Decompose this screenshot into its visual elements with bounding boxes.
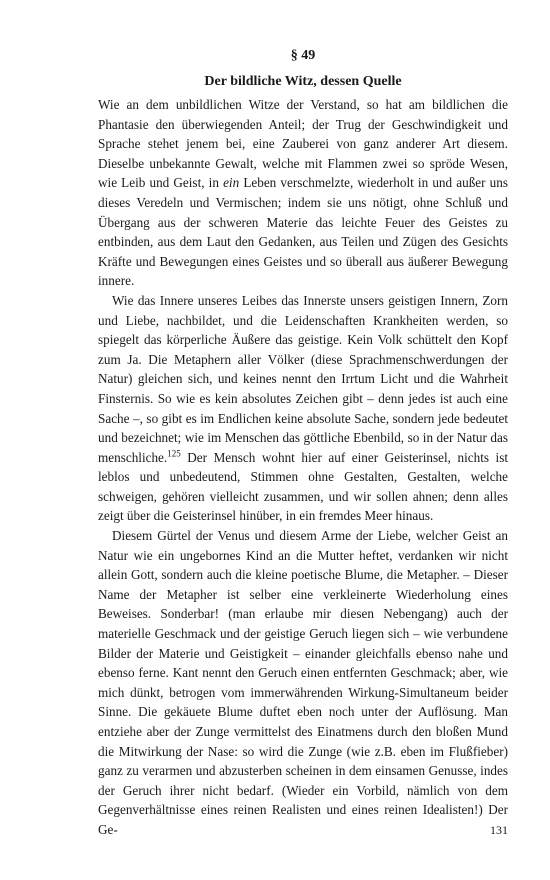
footnote-marker[interactable]: 125: [167, 448, 181, 459]
paragraph-2-text-b: Der Mensch wohnt hier auf einer Geisterinsel, nichts ist leblos und unbedeutend, Stimmen ohne Gestalten, Gestalten, welche schweigen, gehören vielleicht zusammen, und wir sollen ahnen; denn alles zeigt über die Geisterinsel hinüber, in ein fremdes Meer hinaus.: [98, 449, 508, 524]
paragraph-1-text-a: Wie an dem unbildlichen Witze der Verstand, so hat am bildlichen die Phantasie den überwiegenden Anteil; der Trug der Geschwindigkeit und Sprache stehet jenem bei, eine Zauberei von ganz anderer Art diesem. Dieselbe unbekannte Gewalt, welche mit Flammen zwei so spröde Wesen, wie Leib und Geist, in: [98, 97, 508, 191]
section-number: § 49: [290, 48, 316, 63]
section-title: Der bildliche Witz, dessen Quelle: [204, 74, 402, 89]
body-text: [98, 95, 508, 840]
paragraph-1-text-b: Leben verschmelzte, wiederholt in und außer uns dieses Veredeln und Vermischen; indem sie uns nötigt, ohne Schluß und Übergang aus der schweren Materie das leichte Feuer des Geistes zu entbinden, aus dem Laut den Gedanken, aus Teilen und Zügen des Gesichts Kräfte und Bewegungen eines Geistes und so überall aus äußerer Bewegung innere.: [98, 175, 508, 289]
paragraph-3: Diesem Gürtel der Venus und diesem Arme der Liebe, welcher Geist an Natur wie ein ungebornes Kind an die Mutter heftet, verdanken wir nicht allein Gott, sondern auch die kleine poetische Blume, die Metapher. – Dieser Name der Metapher ist selber eine verkleinerte Wiederholung eines Beweises. Sonderbar! (man erlaube mir diesen Nebengang) auch der materielle Geschmack und der geistige Geruch liegen sich – wie verbundene Bilder der Materie und Geistigkeit – einander gleichfalls ebenso nahe und ebenso ferne. Kant nennt den Geruch einen entfernten Geschmack; aber, wie mich dünkt, betrogen vom immerwährenden Wirkung-Simultaneum beider Sinne. Die gekäuete Blume duftet eben noch unter der Auflösung. Man entziehe aber der Zunge vermittelst des Einatmens durch den bloßen Mund die Mitwirkung der Nase: so wird die Zunge (wie z.B. eben im Flußfieber) ganz zu verarmen und abzusterben scheinen in dem einsamen Genusse, indes der Geruch ihrer nicht bedarf. (Wieder ein Vorbild, nämlich von dem Gegenverhältnisse eines reinen Realisten und eines reinen Idealisten!) Der Ge-: [98, 528, 508, 837]
paragraph-2-text-a: Wie das Innere unseres Leibes das Innerste unsers geistigen Innern, Zorn und Liebe, nachbildet, und die Leidenschaften Krankheiten werden, so spiegelt das körperliche Äußere das geistige. Kein Volk schüttelt den Kopf zum Ja. Die Metaphern aller Völker (diese Sprachmenschwerdungen der Natur) gleichen sich, und keines nennt den Irrtum Licht und die Wahrheit Finsternis. So wie es kein absolutes Zeichen gibt – denn jedes ist auch eine Sache –, so gibt es im Endlichen keine absolute Sache, sondern jede bedeutet und bezeichnet; wie im Menschen das göttliche Ebenbild, so in der Natur das menschliche.: [98, 292, 508, 465]
paragraph-2: [98, 291, 508, 526]
paragraph-1-emphasis: ein: [223, 175, 240, 191]
page-number: 131: [490, 823, 508, 837]
book-page: [98, 46, 508, 840]
paragraph-1: [98, 95, 508, 291]
